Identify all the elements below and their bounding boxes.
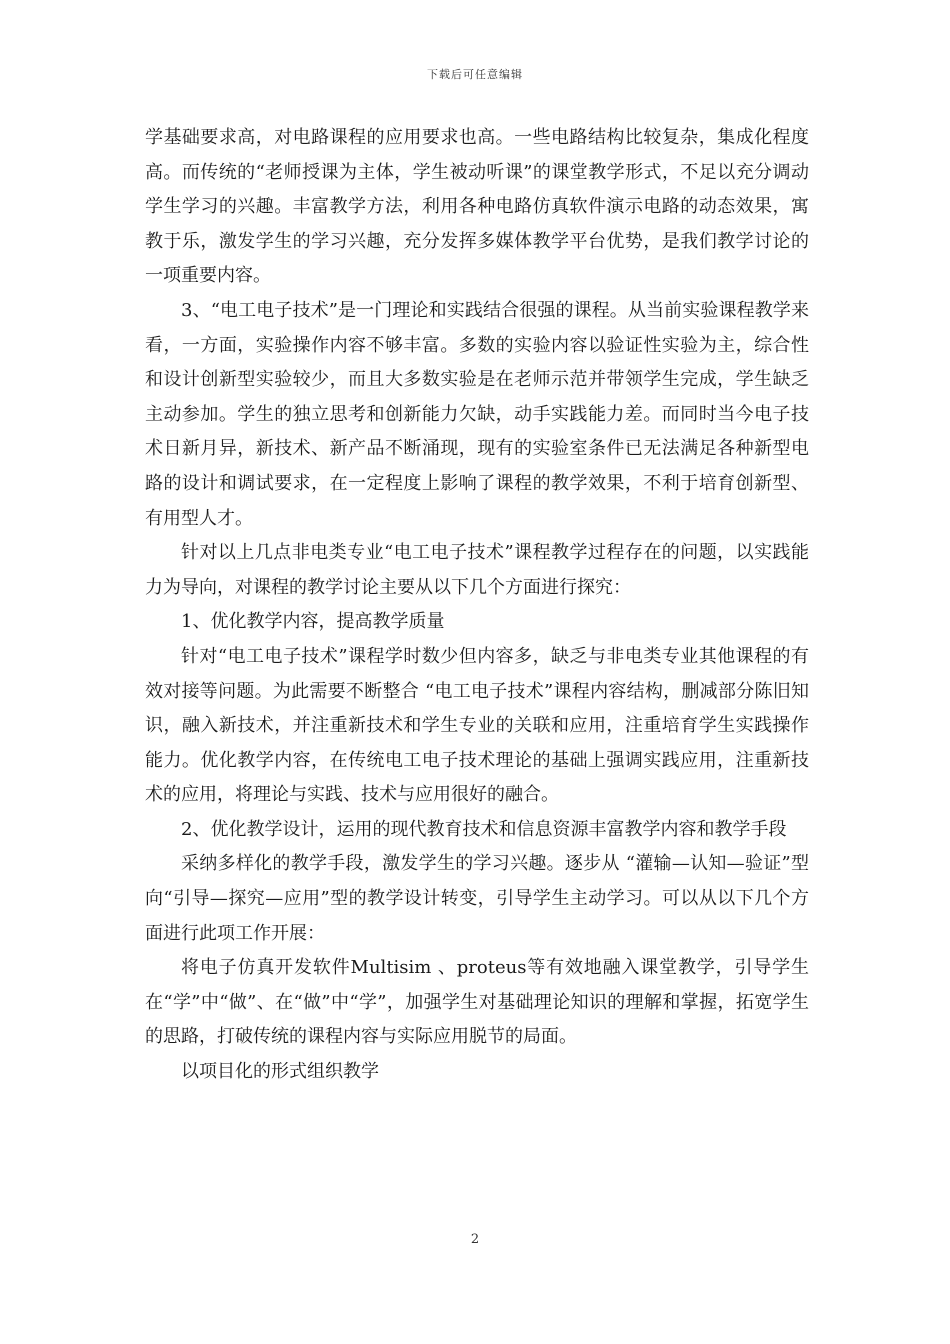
- paragraph-continuation: 学基础要求高，对电路课程的应用要求也高。一些电路结构比较复杂，集成化程度高。而传统的“老师授课为主体，学生被动听课”的课堂教学形式，不足以充分调动学生学习的兴趣。丰富教学方法，利用各种电路仿真软件演示电路的动态效果，寓教于乐，激发学生的学习兴趣，充分发挥多媒体教学平台优势，是我们教学讨论的一项重要内容。: [145, 127, 809, 287]
- paragraph-project-teaching: 以项目化的形式组织教学: [181, 1061, 379, 1083]
- page-header: 下载后可任意编辑: [427, 68, 523, 81]
- paragraph-simulation-software: 将电子仿真开发软件Multisim 、proteus等有效地融入课堂教学，引导学生在“学”中“做”、在“做”中“学”，加强学生对基础理论知识的理解和掌握，拓宽学生的思路，打破传统的课程内容与实际应用脱节的局面。: [145, 957, 809, 1048]
- heading-optimize-content: 1、优化教学内容，提高教学质量: [181, 611, 445, 633]
- page-number: 2: [470, 1232, 480, 1247]
- paragraph-optimize-content: 针对“电工电子技术”课程学时数少但内容多，缺乏与非电类专业其他课程的有效对接等问题。为此需要不断整合 “电工电子技术”课程内容结构，删减部分陈旧知识，融入新技术，并注重新技术和学生专业的关联和应用，注重培育学生实践操作能力。优化教学内容，在传统电工电子技术理论的基础上强调实践应用，注重新技术的应用，将理论与实践、技术与应用很好的融合。: [145, 645, 809, 806]
- paragraph-teaching-methods: 采纳多样化的教学手段，激发学生的学习兴趣。逐步从 “灌输—认知—验证”型向“引导—探究—应用”型的教学设计转变，引导学生主动学习。可以从以下几个方面进行此项工作开展：: [145, 853, 809, 944]
- paragraph-point-3: 3、“电工电子技术”是一门理论和实践结合很强的课程。从当前实验课程教学来看，一方面，实验操作内容不够丰富。多数的实验内容以验证性实验为主，综合性和设计创新型实验较少，而且大多数实验是在老师示范并带领学生完成，学生缺乏主动参加。学生的独立思考和创新能力欠缺，动手实践能力差。而同时当今电子技术日新月异，新技术、新产品不断涌现，现有的实验室条件已无法满足各种新型电路的设计和调试要求，在一定程度上影响了课程的教学效果，不利于培育创新型、有用型人才。: [145, 299, 809, 529]
- heading-optimize-design: 2、优化教学设计，运用的现代教育技术和信息资源丰富教学内容和教学手段: [181, 818, 787, 840]
- document-body: [145, 121, 809, 1090]
- paragraph-intro: 针对以上几点非电类专业“电工电子技术”课程教学过程存在的问题，以实践能力为导向，对课程的教学讨论主要从以下几个方面进行探究：: [145, 542, 809, 598]
